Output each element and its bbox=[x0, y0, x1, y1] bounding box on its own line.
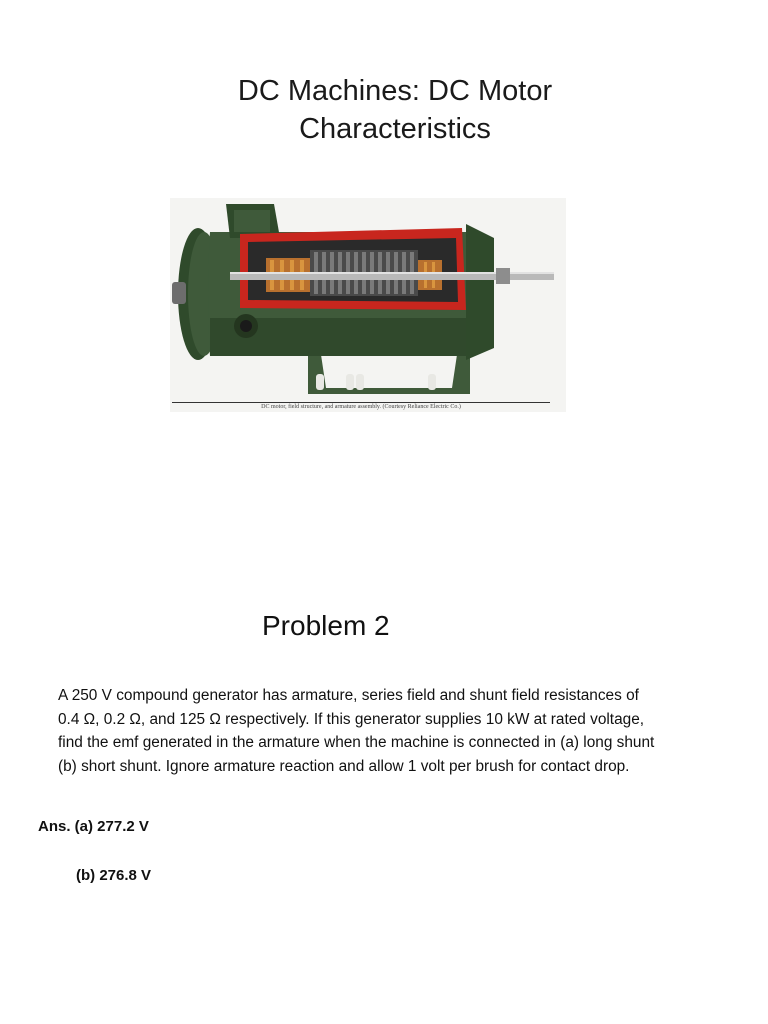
problem-title: Problem 2 bbox=[262, 610, 390, 641]
problem-statement bbox=[58, 684, 748, 778]
answer-b: (b) 276.8 V bbox=[76, 867, 152, 884]
slide-title-line-2: Characteristics bbox=[299, 113, 491, 145]
problem-line-2: 0.4 Ω, 0.2 Ω, and 125 Ω respectively. If this generator supplies 10 kW at rated voltage, bbox=[58, 710, 645, 728]
caption-rule bbox=[172, 402, 550, 403]
answer-a: Ans. (a) 277.2 V bbox=[38, 818, 149, 835]
problem-line-3: find the emf generated in the armature when the machine is connected in (a) long shunt bbox=[58, 734, 655, 752]
slide-title-line-1: DC Machines: DC Motor bbox=[237, 75, 553, 107]
dc-motor-illustration bbox=[170, 198, 566, 412]
problem-line-4: (b) short shunt. Ignore armature reaction and allow 1 volt per brush for contact drop. bbox=[58, 757, 630, 775]
figure-caption: DC motor, field structure, and armature assembly. (Courtesy Reliance Electric Co.) bbox=[261, 404, 461, 410]
problem-line-1: A 250 V compound generator has armature, series field and shunt field resistances of bbox=[58, 687, 639, 704]
slide-title bbox=[0, 72, 768, 148]
